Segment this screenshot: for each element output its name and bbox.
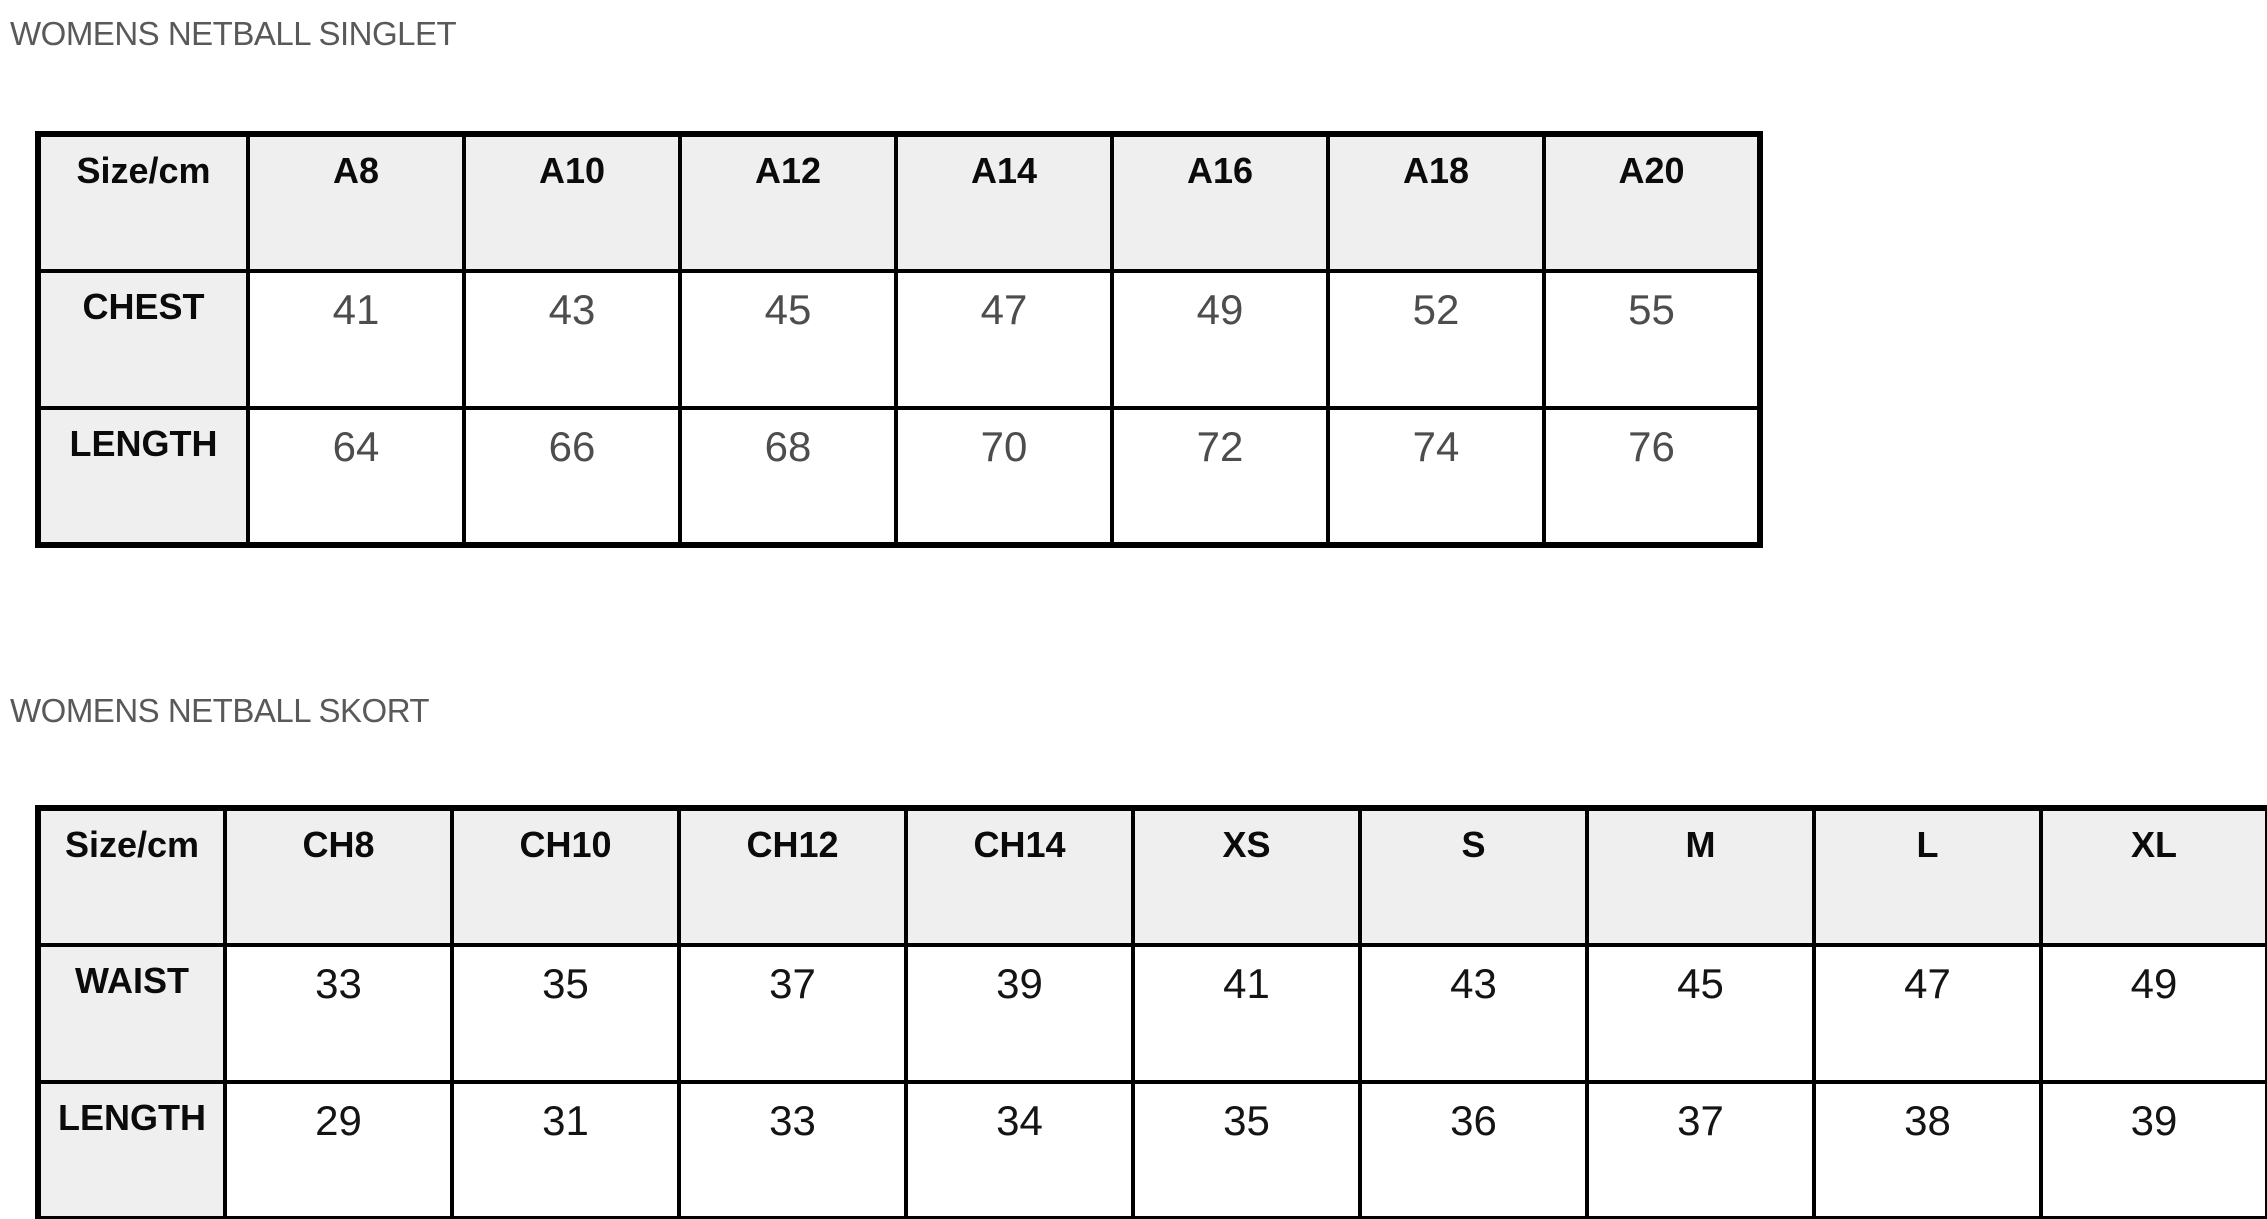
value-cell: 74 — [1328, 408, 1544, 545]
column-header-cell: CH8 — [225, 808, 452, 945]
value-cell: 34 — [906, 1082, 1133, 1219]
value-cell: 70 — [896, 408, 1112, 545]
column-header-cell: A8 — [248, 134, 464, 271]
row-label-cell: WAIST — [38, 945, 225, 1082]
value-cell: 39 — [906, 945, 1133, 1082]
column-header-cell: XS — [1133, 808, 1360, 945]
value-cell: 52 — [1328, 271, 1544, 408]
value-cell: 35 — [1133, 1082, 1360, 1219]
row-label-cell: LENGTH — [38, 408, 248, 545]
column-header-cell: CH12 — [679, 808, 906, 945]
value-cell: 31 — [452, 1082, 679, 1219]
singlet-size-table — [35, 131, 1763, 548]
column-header-cell: CH10 — [452, 808, 679, 945]
value-cell: 33 — [679, 1082, 906, 1219]
value-cell: 55 — [1544, 271, 1760, 408]
value-cell: 68 — [680, 408, 896, 545]
value-cell: 47 — [896, 271, 1112, 408]
singlet-chart-title: WOMENS NETBALL SINGLET — [10, 15, 457, 52]
value-cell: 72 — [1112, 408, 1328, 545]
value-cell: 37 — [679, 945, 906, 1082]
row-label-cell: LENGTH — [38, 1082, 225, 1219]
column-header-cell: S — [1360, 808, 1587, 945]
measurement-row — [38, 271, 1760, 408]
measurement-row — [38, 1082, 2267, 1219]
value-cell: 49 — [1112, 271, 1328, 408]
value-cell: 29 — [225, 1082, 452, 1219]
column-header-cell: A14 — [896, 134, 1112, 271]
measurement-row — [38, 945, 2267, 1082]
column-header-cell: A18 — [1328, 134, 1544, 271]
column-header-cell: A20 — [1544, 134, 1760, 271]
value-cell: 45 — [1587, 945, 1814, 1082]
value-cell: 33 — [225, 945, 452, 1082]
column-header-cell: M — [1587, 808, 1814, 945]
column-header-cell: A16 — [1112, 134, 1328, 271]
value-cell: 36 — [1360, 1082, 1587, 1219]
column-header-cell: CH14 — [906, 808, 1133, 945]
value-cell: 41 — [1133, 945, 1360, 1082]
value-cell: 76 — [1544, 408, 1760, 545]
size-header-row — [38, 134, 1760, 271]
size-header-row — [38, 808, 2267, 945]
corner-header-cell: Size/cm — [38, 134, 248, 271]
row-label-cell: CHEST — [38, 271, 248, 408]
value-cell: 41 — [248, 271, 464, 408]
column-header-cell: A12 — [680, 134, 896, 271]
value-cell: 43 — [464, 271, 680, 408]
value-cell: 45 — [680, 271, 896, 408]
value-cell: 47 — [1814, 945, 2041, 1082]
skort-size-table — [35, 805, 2267, 1219]
value-cell: 39 — [2041, 1082, 2267, 1219]
value-cell: 37 — [1587, 1082, 1814, 1219]
column-header-cell: A10 — [464, 134, 680, 271]
value-cell: 66 — [464, 408, 680, 545]
value-cell: 49 — [2041, 945, 2267, 1082]
column-header-cell: L — [1814, 808, 2041, 945]
skort-chart-title: WOMENS NETBALL SKORT — [10, 692, 430, 729]
measurement-row — [38, 408, 1760, 545]
value-cell: 43 — [1360, 945, 1587, 1082]
corner-header-cell: Size/cm — [38, 808, 225, 945]
value-cell: 35 — [452, 945, 679, 1082]
column-header-cell: XL — [2041, 808, 2267, 945]
value-cell: 38 — [1814, 1082, 2041, 1219]
value-cell: 64 — [248, 408, 464, 545]
